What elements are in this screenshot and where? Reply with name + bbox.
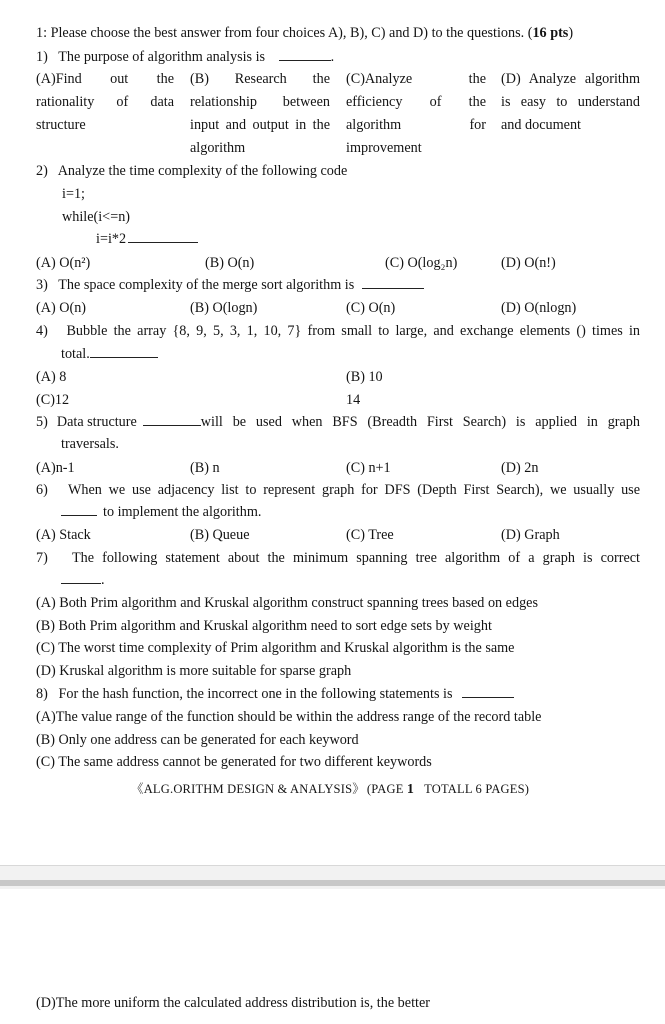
question-2 (36, 160, 347, 183)
option-c: (C) Tree (346, 527, 394, 543)
header-points: 16 pts (532, 25, 569, 41)
option-d: (D) Kruskal algorithm is more suitable for sparse graph (36, 663, 352, 679)
header-suffix: ) (568, 25, 574, 41)
question-6 (36, 479, 640, 502)
option-a-line: rationality of data (36, 94, 174, 110)
answer-blank (362, 274, 424, 289)
option-d: (D) O(nlogn) (501, 300, 577, 316)
code-line: while(i<=n) (62, 209, 131, 225)
option-d: (D) O(n!) (501, 255, 556, 271)
question-text: Analyze the time complexity of the following code (57, 163, 348, 179)
code-text: i=i*2 (96, 231, 127, 247)
question-7-cont (61, 569, 105, 592)
question-text: Bubble the array {8, 9, 5, 3, 1, 10, 7} from small to large, and exchange elements () times in (66, 323, 641, 339)
option-c: (C) n+1 (346, 460, 391, 476)
page-separator-line (0, 880, 665, 886)
option-b: (B) Only one address can be generated for each keyword (36, 732, 359, 748)
question-7 (36, 547, 640, 570)
option-c: (C) O(log₂n) (385, 255, 458, 271)
option-b: (B) O(n) (205, 255, 255, 271)
question-6-cont (61, 501, 261, 524)
option-d (501, 68, 640, 137)
question-text: to implement the algorithm. (103, 504, 262, 520)
answer-blank (279, 46, 331, 61)
option-d: (D)The more uniform the calculated address distribution is, the better (36, 995, 430, 1011)
option-c: (C) O(n) (346, 300, 396, 316)
option-a-line: (A)Find out the (36, 71, 174, 87)
option-b-line: relationship between (190, 94, 330, 110)
option-d: (D) 2n (501, 460, 539, 476)
question-5 (36, 411, 640, 434)
option-a: (A) Both Prim algorithm and Kruskal algorithm construct spanning trees based on edges (36, 595, 538, 611)
option-a: (A) Stack (36, 527, 91, 543)
footer-page-label: (PAGE (366, 782, 404, 796)
option-d: (D) Graph (501, 527, 560, 543)
option-b: (B) 10 (346, 369, 383, 385)
option-b-line: (B) Research the (190, 71, 330, 87)
exam-page-2 (0, 889, 665, 1024)
option-a: (A)n-1 (36, 460, 75, 476)
question-text: Data structure (56, 414, 137, 430)
question-punct: . (330, 49, 335, 65)
option-c-line: (C)Analyze the (346, 71, 486, 87)
option-c (346, 68, 486, 160)
option-b: (B) O(logn) (190, 300, 258, 316)
question-number: 5) (36, 414, 48, 430)
code-line: i=1; (62, 186, 85, 202)
option-c: (C) The same address cannot be generated for two different keywords (36, 754, 432, 770)
question-text: For the hash function, the incorrect one in the following statements is (58, 686, 453, 702)
question-number: 6) (36, 482, 48, 498)
option-b-line: algorithm (190, 140, 246, 156)
question-8 (36, 683, 514, 706)
answer-blank (90, 343, 158, 358)
question-1 (36, 46, 334, 69)
option-a: (A) O(n²) (36, 255, 91, 271)
option-b (190, 68, 330, 160)
footer-course: 《ALG.ORITHM DESIGN & ANALYSIS》 (131, 782, 365, 796)
question-text: will be used when BFS (Breadth First Search) is applied in graph (200, 414, 640, 430)
option-d: 14 (346, 392, 361, 408)
answer-blank (462, 683, 514, 698)
page-footer (131, 778, 529, 801)
question-4 (36, 320, 640, 343)
option-c-line: algorithm for (346, 117, 486, 133)
question-number: 1) (36, 49, 48, 65)
option-a (36, 68, 174, 137)
question-text: total. (61, 346, 90, 362)
header-text: 1: Please choose the best answer from four choices A), B), C) and D) to the questions. ( (36, 25, 533, 41)
question-number: 4) (36, 323, 48, 339)
question-4-cont (61, 343, 158, 366)
option-c: (C)12 (36, 392, 70, 408)
option-a: (A) 8 (36, 369, 67, 385)
question-text: The purpose of algorithm analysis is (58, 49, 266, 65)
option-d-line: and document (501, 117, 581, 133)
page-separator (0, 865, 665, 890)
option-b-line: input and output in the (190, 117, 330, 133)
section-header (36, 22, 573, 45)
answer-blank (128, 228, 198, 243)
question-3 (36, 274, 424, 297)
footer-total-pages: TOTALL 6 PAGES) (424, 782, 530, 796)
option-c: (C) The worst time complexity of Prim algorithm and Kruskal algorithm is the same (36, 640, 515, 656)
question-text: The following statement about the minimum spanning tree algorithm of a graph is correct (71, 550, 640, 566)
question-number: 8) (36, 686, 48, 702)
option-d-line: is easy to understand (501, 94, 640, 110)
option-a: (A) O(n) (36, 300, 87, 316)
question-number: 3) (36, 277, 48, 293)
answer-blank (143, 411, 201, 426)
question-text: The space complexity of the merge sort algorithm is (58, 277, 355, 293)
question-number: 7) (36, 550, 48, 566)
option-a: (A)The value range of the function should be within the address range of the record table (36, 709, 542, 725)
question-punct: . (101, 572, 105, 588)
question-text: When we use adjacency list to represent graph for DFS (Depth First Search), we usually use (67, 482, 640, 498)
option-b: (B) Both Prim algorithm and Kruskal algorithm need to sort edge sets by weight (36, 618, 492, 634)
footer-page-number: 1 (406, 782, 415, 797)
answer-blank (61, 569, 101, 584)
option-b: (B) Queue (190, 527, 250, 543)
code-line (96, 228, 198, 251)
question-text: traversals. (61, 436, 119, 452)
option-c-line: efficiency of the (346, 94, 486, 110)
option-a-line: structure (36, 117, 86, 133)
option-b: (B) n (190, 460, 220, 476)
answer-blank (61, 501, 97, 516)
option-c-line: improvement (346, 140, 422, 156)
option-d-line: (D) Analyze algorithm (501, 71, 640, 87)
question-number: 2) (36, 163, 48, 179)
